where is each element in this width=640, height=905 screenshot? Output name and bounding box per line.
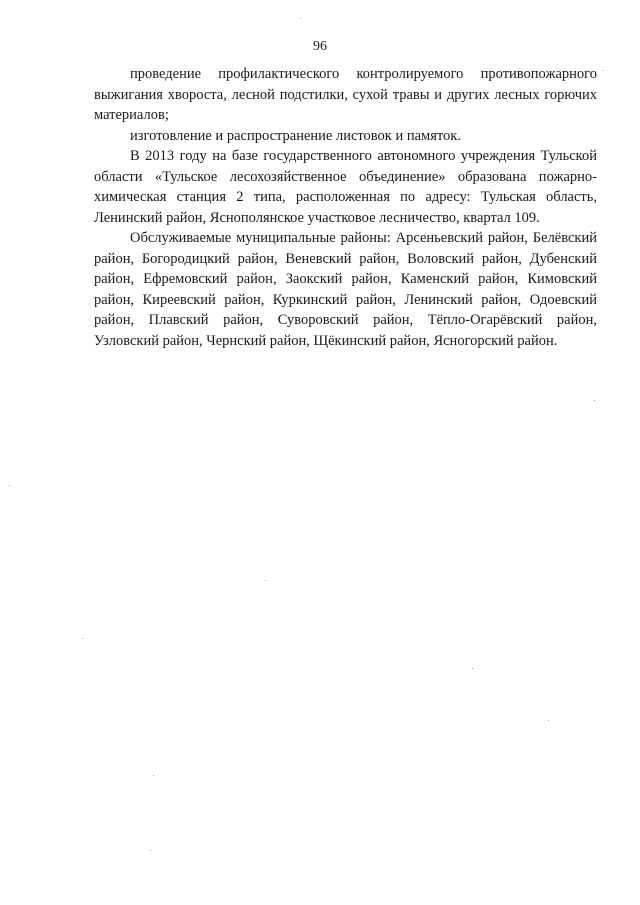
scan-speck — [472, 668, 473, 669]
scan-speck — [153, 775, 154, 776]
paragraph-prophylactic-burning: проведение профилактического контролируемого противопожарного выжигания хвороста, лесной подстилки, сухой травы и других лесных горючих материалов; — [94, 66, 597, 123]
document-body — [94, 64, 597, 351]
scan-speck — [150, 850, 151, 851]
scan-speck — [300, 18, 301, 19]
scan-speck — [82, 638, 83, 639]
scan-speck — [594, 400, 595, 401]
paragraph-leaflets: изготовление и распространение листовок и памяток. — [130, 127, 461, 144]
scan-speck — [9, 485, 10, 486]
paragraph-served-districts: Обслуживаемые муниципальные районы: Арсеньевский район, Белёвский район, Богородицкий район, Веневский район, Воловский район, Дубенский район, Ефремовский район, Заокский район, Каменский район, Кимовский район, Киреевский район, Куркинский район, Ленинский район, Одоевский район, Плавский район, Суворовский район, Тёпло-Огарёвский район, Узловский район, Чернский район, Щёкинский район, Ясногорский район. — [94, 230, 597, 349]
scan-speck — [603, 70, 604, 71]
paragraph-fire-station: В 2013 году на базе государственного автономного учреждения Тульской области «Тульское лесохозяйственное объединение» образована пожарно-химическая станция 2 типа, расположенная по адресу: Тульская область, Ленинский район, Яснополянское участковое лесничество, квартал 109. — [94, 148, 597, 226]
scan-speck — [265, 580, 266, 581]
scan-speck — [548, 720, 549, 721]
page-number: 96 — [313, 39, 327, 54]
